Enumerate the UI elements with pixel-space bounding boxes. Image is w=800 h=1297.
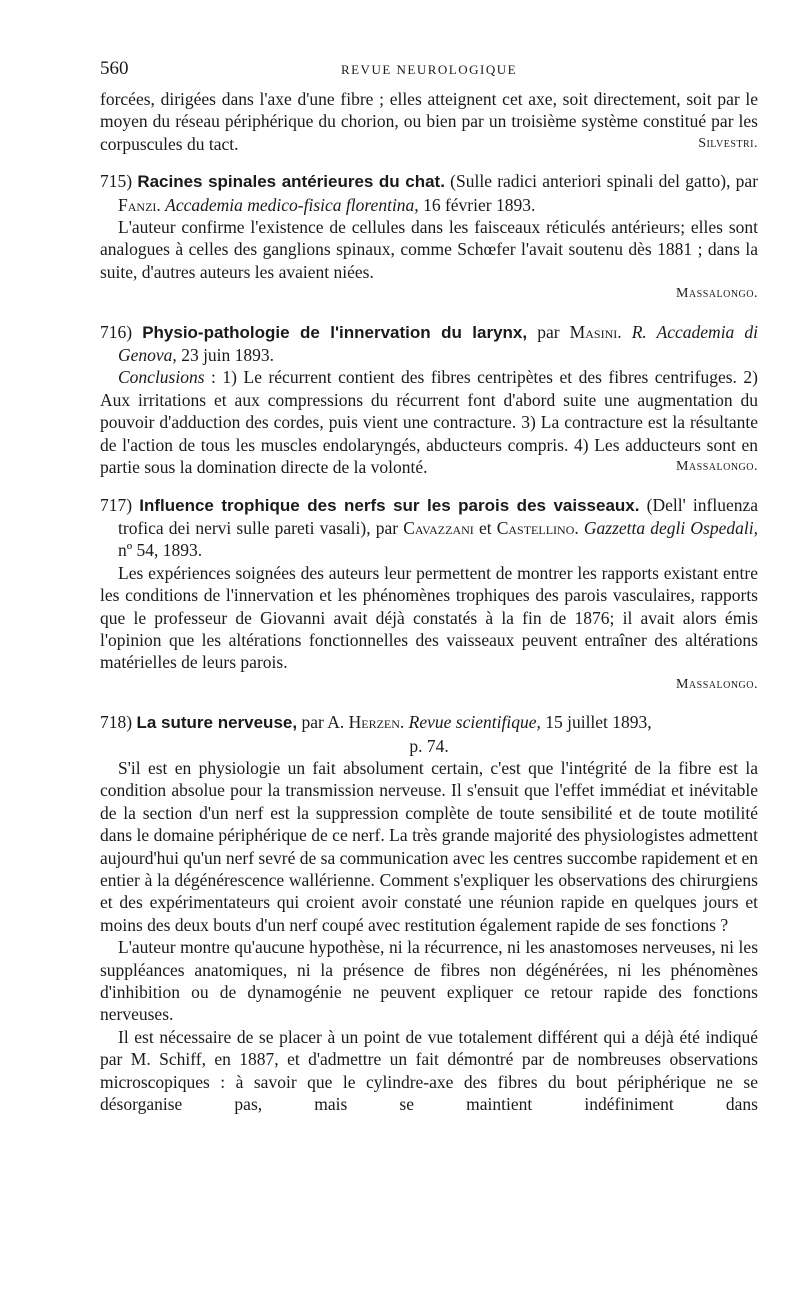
intro-text: forcées, dirigées dans l'axe d'une fibre ; elles atteignent cet axe, soit directement, soit par le moyen du réseau périphérique du chorion, ou bien par un troisième système constitué par les corpuscules du tact.: [100, 89, 758, 154]
entry-715: [100, 170, 758, 305]
entry-paragraph: Les expériences soignées des auteurs leur permettent de montrer les rapports existant entre les conditions de l'innervation et les phénomènes trophiques des parois vasculaires, rapports que le professeur de Giovanni avait déjà constatés à la fin de 1876; il avait alors émis l'opinion que les altérations fonctionnelles des vaisseaux peuvent entraîner des altérations matérielles de leurs parois.: [100, 562, 758, 673]
entry-paragraph: L'auteur montre qu'aucune hypothèse, ni la récurrence, ni les anastomoses nerveuses, ni les suppléances anatomiques, ni la présence de fibres non dégénérées, ni les phénomènes d'inhibition ou de dynamogénie ne peuvent expliquer ce retour rapide des fonctions nerveuses.: [100, 937, 758, 1025]
entry-author: Fanzi.: [118, 194, 161, 215]
entry-citation: (Sulle radici anteriori spinali del gatto), par: [444, 171, 759, 192]
entry-author: Cavazzani: [403, 517, 474, 538]
signature: Silvestri.: [698, 135, 758, 151]
entry-number: 718): [100, 712, 133, 733]
page-number: 560: [100, 58, 129, 79]
running-head: [100, 58, 758, 88]
entry-title: Physio-pathologie de l'innervation du larynx,: [142, 322, 528, 342]
entry-title: La suture nerveuse,: [136, 713, 298, 733]
entry-paragraph: L'auteur confirme l'existence de cellules dans les faisceaux réticulés antérieurs; elles sont analogues à celles des ganglions spinaux, comme Schœfer l'avait soutenu dès 1881 ; dans la suite, d'autres auteurs les avaient niées.: [100, 217, 758, 282]
entry-journal: Accademia medico-fisica florentina,: [165, 194, 419, 215]
entry-pages: p. 74.: [409, 735, 449, 756]
entry-journal: Gazzetta degli Ospedali,: [583, 517, 758, 538]
entry-paragraph: S'il est en physiologie un fait absolument certain, c'est que l'intégrité de la fibre est la condition absolue pour la transmission nerveuse. Il s'ensuit que l'effet immédiat et inévitable de la section d'un nerf est la suppression complète de toute sensibilité et de toute motilité dans le domaine périphérique de ce nerf. La très grande majorité des physiologistes admettent aujourd'hui qu'un nerf sevré de sa communication avec les centres succombe rapidement et en entier à la dégénérescence wallérienne. Comment s'expliquer les observations des chirurgiens et des expérimentateurs qui croient avoir constaté une réunion rapide en quelques jours et moins des deux bouts d'un nerf coupé avec restitution également rapide de ses fonctions ?: [100, 757, 758, 935]
page: [100, 58, 758, 1115]
entry-heading: [100, 494, 758, 562]
entry-paragraph: Il est nécessaire de se placer à un point de vue totalement différent qui a déjà été indiqué par M. Schiff, en 1887, et d'admettre un fait démontré par de nombreuses observations microscopiques : à savoir que le cylindre-axe des fibres du bout périphérique ne se désorganise pas, mais se maintient indéfiniment dans: [100, 1026, 758, 1115]
entry-paragraph: [100, 366, 758, 478]
entry-number: 717): [100, 494, 133, 515]
entry-date: 23 juin 1893.: [176, 345, 275, 366]
intro-paragraph: [100, 88, 758, 155]
entry-date: nº 54, 1893.: [118, 540, 203, 561]
entry-716: [100, 321, 758, 479]
entry-author: Masini.: [569, 321, 622, 342]
entry-author: Herzen.: [348, 712, 405, 733]
running-title: REVUE NEUROLOGIQUE: [340, 62, 518, 77]
signature: Massalongo.: [675, 459, 758, 475]
entry-citation: par: [527, 321, 570, 342]
entry-heading: [100, 321, 758, 367]
entry-717: [100, 494, 758, 697]
entry-title: Influence trophique des nerfs sur les parois des vaisseaux.: [139, 495, 640, 515]
entry-citation: par A.: [297, 712, 349, 733]
entry-heading: [100, 711, 758, 734]
conclusions-text: : 1) Le récurrent contient des fibres centripètes et des fibres centrifuges. 2) Aux irritations et aux compressions du récurrent font d'abord suite une augmentation du pouvoir d'adduction des cordes, puis vient une contracture. 3) La contracture est la résultante de l'action de tous les muscles endolaryngés, abducteurs compris. 4) Les adducteurs sont en partie sous la domination directe de la volonté.: [100, 367, 758, 478]
entry-date: 16 février 1893.: [418, 194, 536, 215]
entry-number: 716): [100, 321, 133, 342]
conclusions-label: Conclusions: [118, 367, 205, 388]
entry-718: [100, 711, 758, 1115]
entry-citation: (Dell' influenza trofica dei nervi sulle pareti vasali), par: [118, 494, 759, 538]
signature: Massalongo.: [675, 286, 758, 302]
entry-heading: [100, 170, 758, 216]
entry-conjunction: et: [473, 517, 497, 538]
entry-journal: Revue scientifique,: [408, 712, 541, 733]
entry-title: Racines spinales antérieures du chat.: [137, 172, 445, 192]
entry-journal: R. Accademia di Genova,: [118, 321, 759, 366]
entry-author: Castellino.: [496, 517, 579, 538]
entry-number: 715): [100, 171, 133, 192]
entry-date: 15 juillet 1893,: [540, 712, 652, 733]
signature: Massalongo.: [675, 676, 758, 692]
